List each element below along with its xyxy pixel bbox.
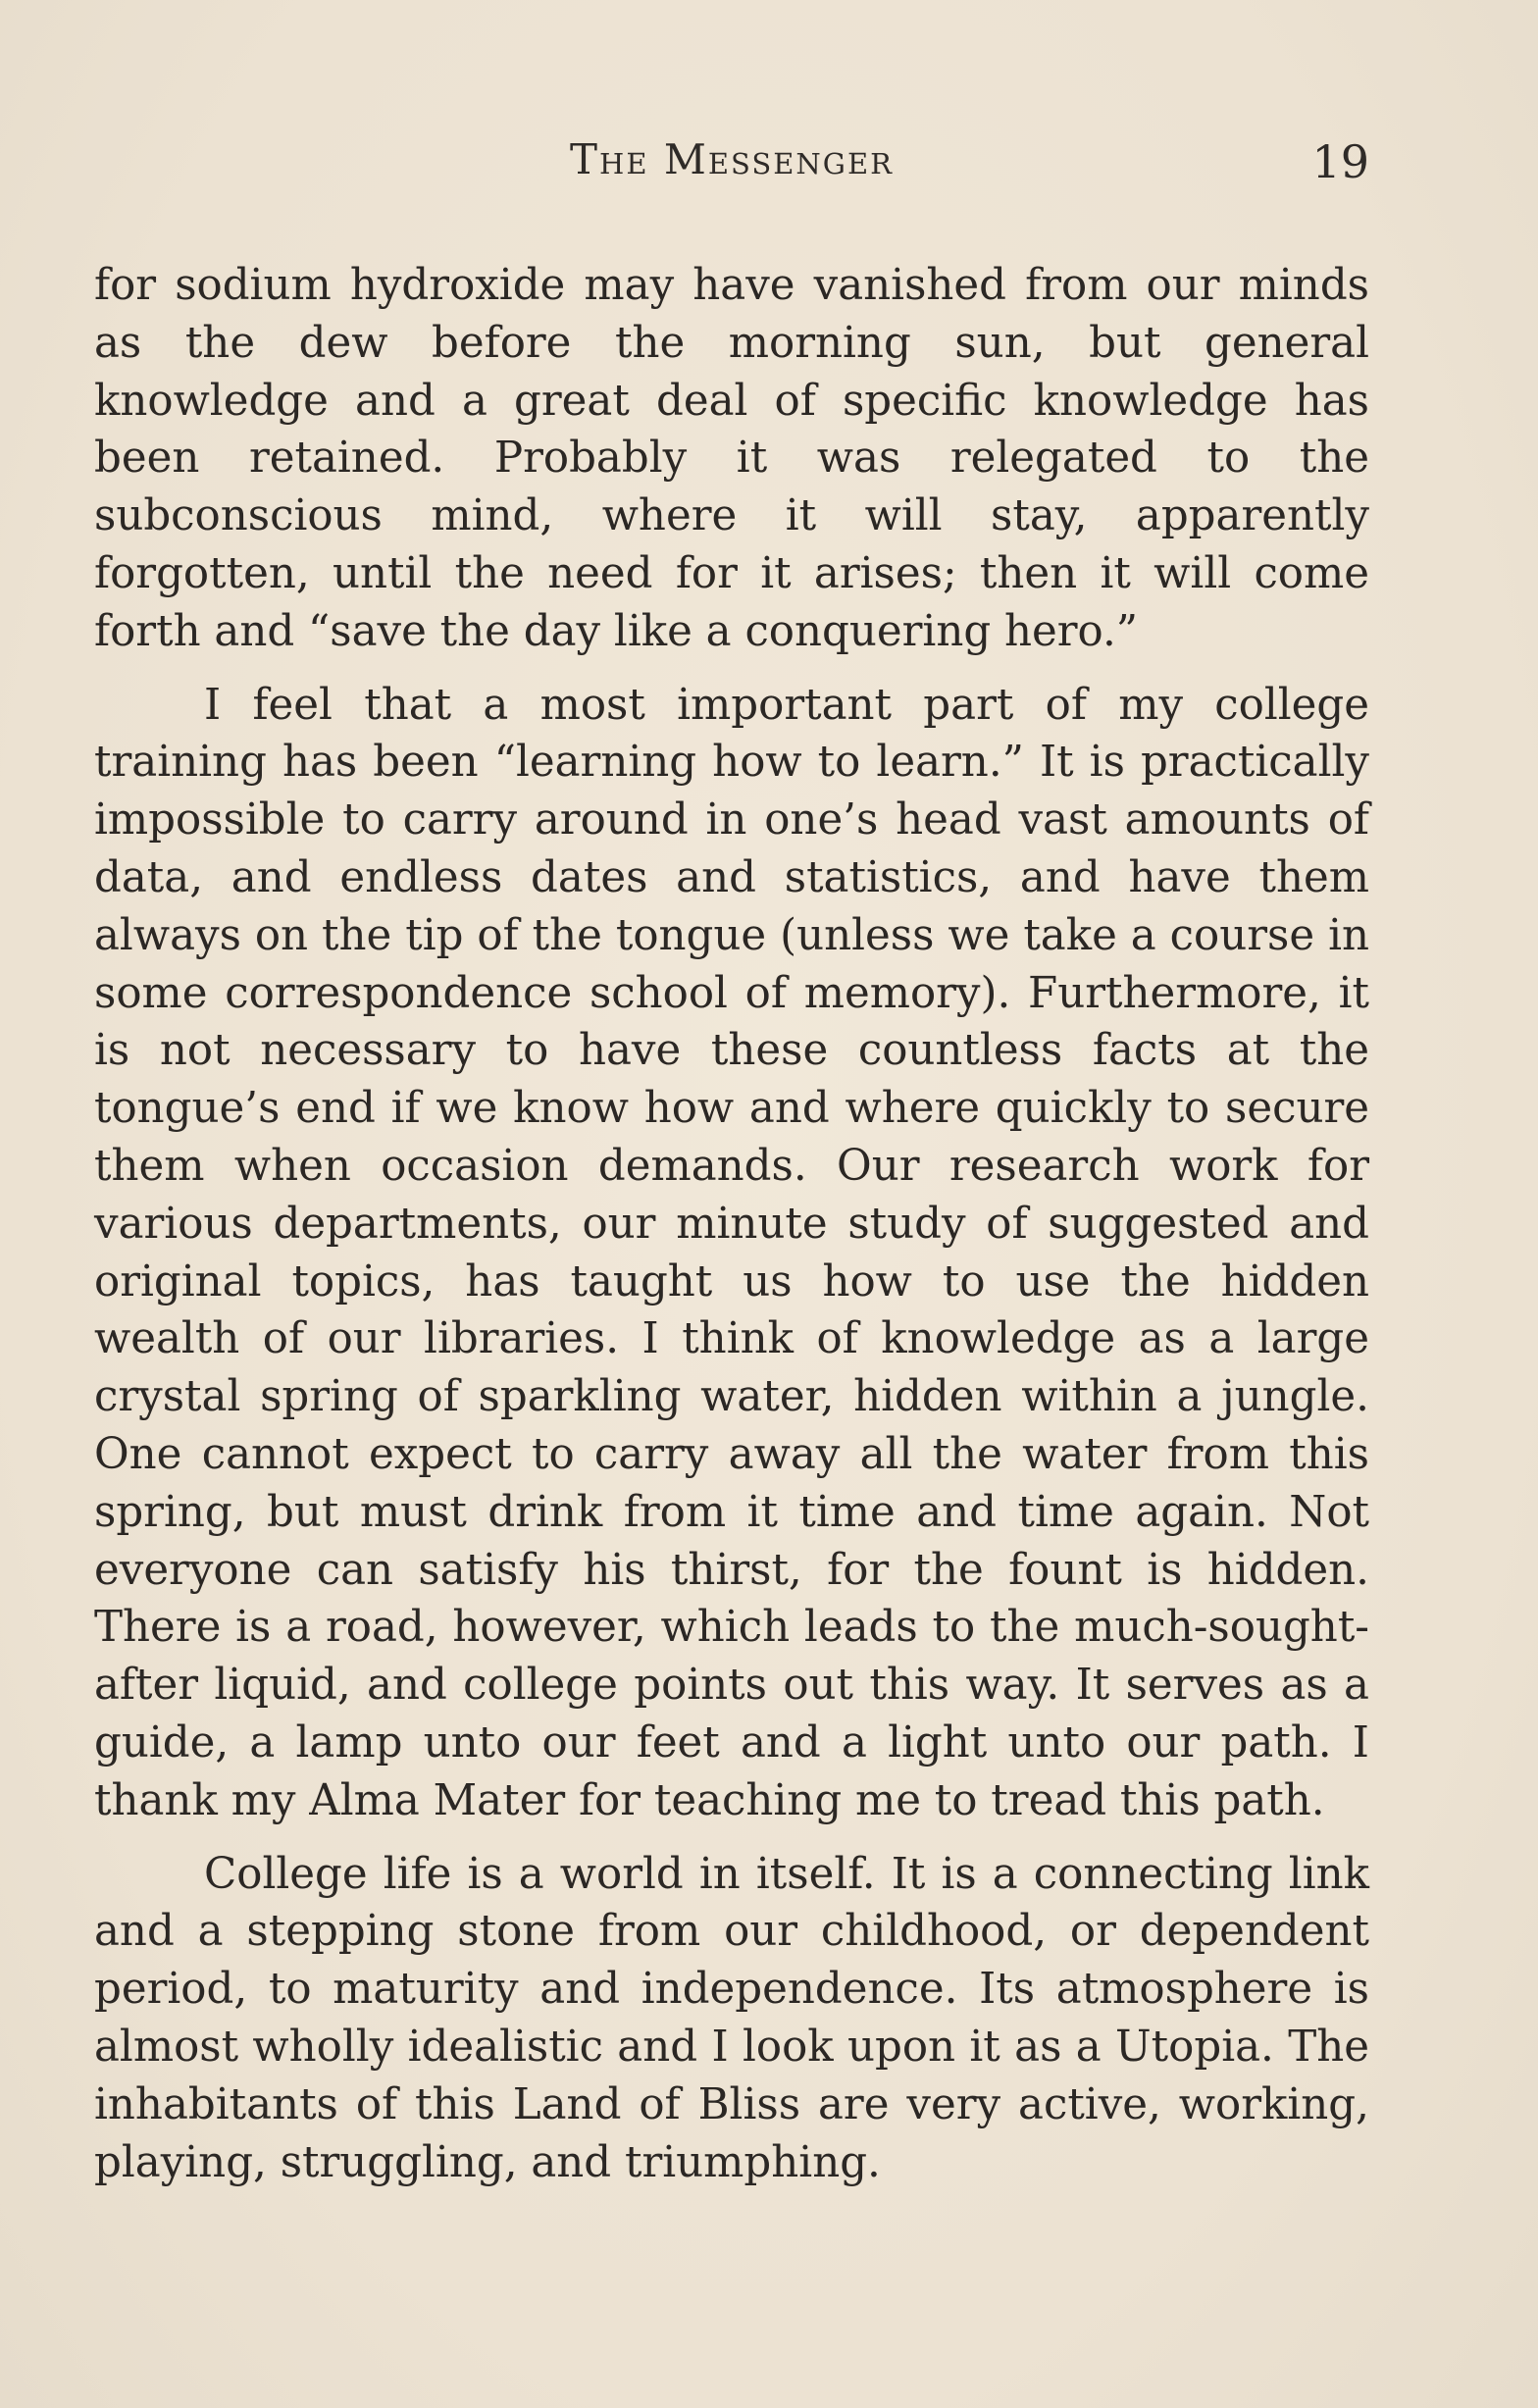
body-text: [94, 257, 1369, 2191]
paragraph-learning: I feel that a most important part of my college training has been “learning how to learn.” It is practically impossible to carry around in one’s head vast amounts of data, and endless dates and statistics, and have them always on the tip of the tongue (unless we take a course in some correspondence school of memory). Furthermore, it is not necessary to have these countless facts at the tongue’s end if we know how and where quickly to secure them when occasion demands. Our research work for various departments, our minute study of suggested and original topics, has taught us how to use the hidden wealth of our libraries. I think of knowledge as a large crystal spring of sparkling water, hidden within a jungle. One cannot expect to carry away all the water from this spring, but must drink from it time and time again. Not everyone can satisfy his thirst, for the fount is hidden. There is a road, however, which leads to the much-sought-after liquid, and college points out this way. It serves as a guide, a lamp unto our feet and a light unto our path. I thank my Alma Mater for teaching me to tread this path.: [94, 680, 1369, 1825]
page-header: [94, 135, 1369, 194]
paragraph-college-life: College life is a world in itself. It is a connecting link and a stepping stone from our childhood, or dependent period, to maturity and independence. Its atmosphere is almost wholly idealistic and I look upon it as a Utopia. The inhabitants of this Land of Bliss are very active, working, playing, struggling, and triumphing.: [94, 1849, 1369, 2187]
paragraph-continued: for sodium hydroxide may have vanished from our minds as the dew before the morning sun, but general knowledge and a great deal of specific knowledge has been retained. Probably it was relegated to the subconscious mind, where it will stay, apparently forgotten, until the need for it arises; then it will come forth and “save the day like a conquering hero.”: [94, 261, 1369, 656]
running-head: The Messenger: [570, 135, 894, 183]
page-number: 19: [1311, 135, 1369, 188]
